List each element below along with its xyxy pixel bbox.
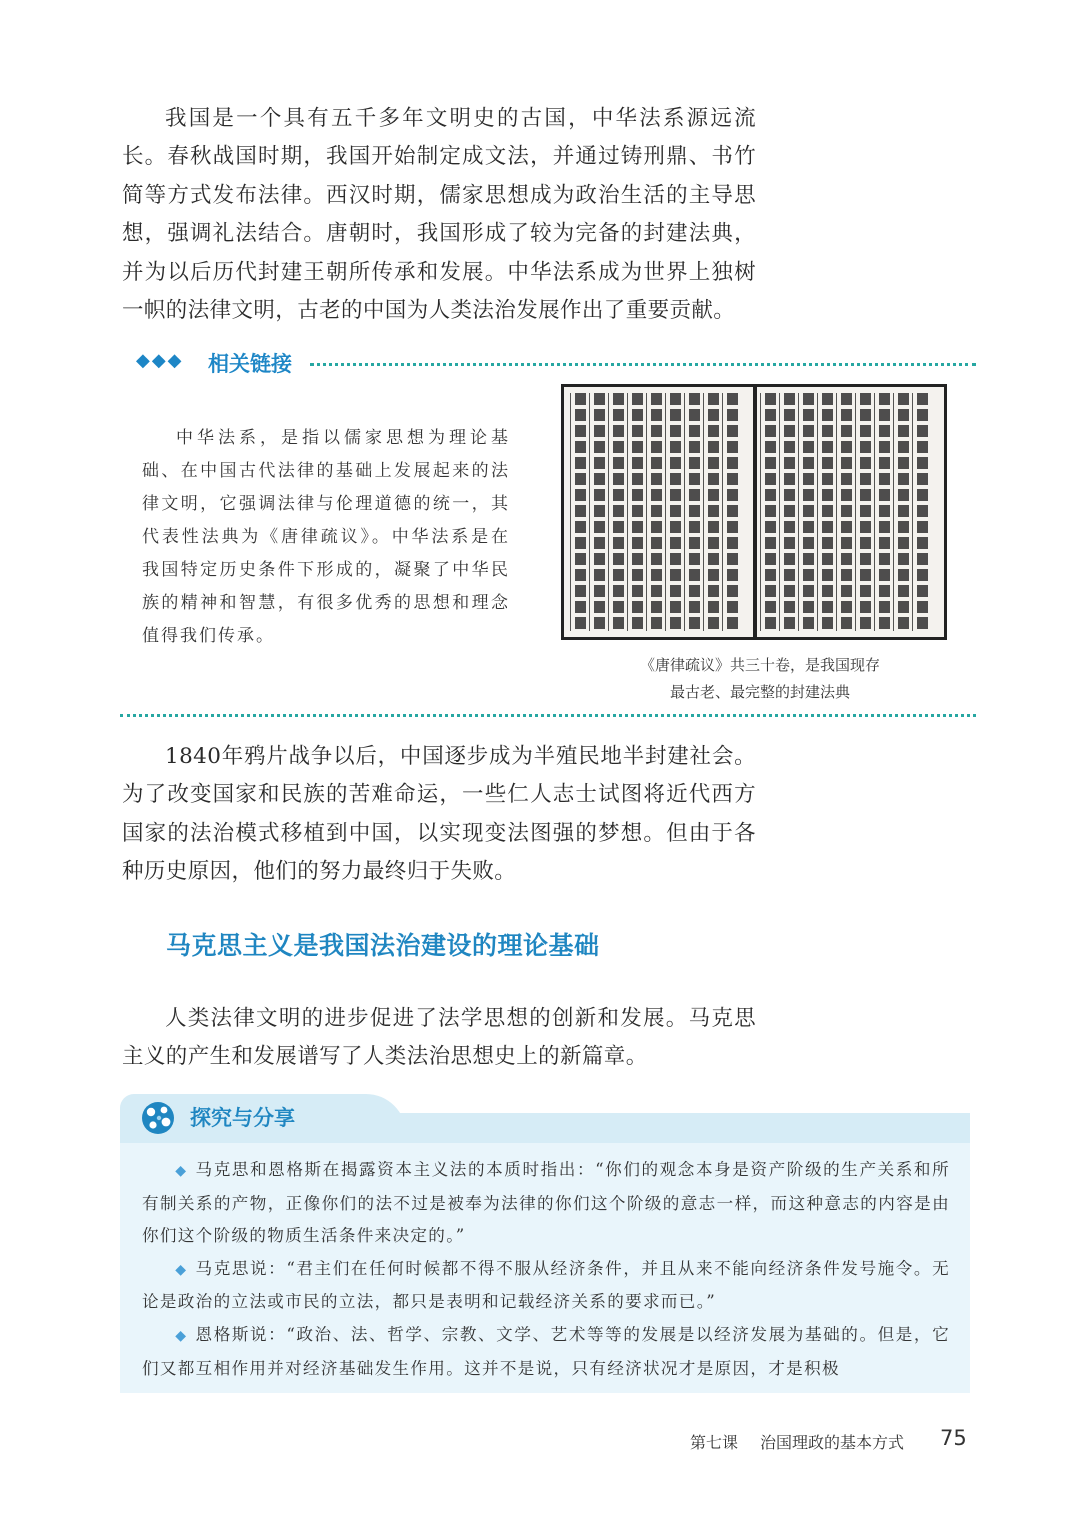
book-left-page (570, 393, 752, 631)
body-paragraph-1: 我国是一个具有五千多年文明史的古国，中华法系源远流长。春秋战国时期，我国开始制定成文法，并通过铸刑鼎、书竹简等方式发布法律。西汉时期，儒家思想成为政治生活的主导思想，强调礼法结合。唐朝时，我国形成了较为完备的封建法典，并为以后历代封建王朝所传承和发展。中华法系成为世界上独树一帜的法律文明，古老的中国为人类法治发展作出了重要贡献。 (122, 106, 756, 324)
diamond-icons: ◆◆◆ (136, 350, 184, 371)
tang-code-book-image (561, 384, 947, 640)
footer-lesson-title: 治国理政的基本方式 (760, 1433, 905, 1452)
section-heading: 马克思主义是我国法治建设的理论基础 (166, 931, 600, 960)
molecule-icon (140, 1100, 176, 1136)
dotted-divider-top (310, 363, 976, 366)
bullet-icon: ◆ (175, 1261, 188, 1278)
book-spine (753, 387, 757, 637)
explore-item-1 (142, 1154, 950, 1253)
caption-line-2: 最古老、最完整的封建法典 (669, 683, 850, 701)
related-link-title: 相关链接 (208, 352, 292, 376)
explore-items (142, 1154, 950, 1385)
explore-title: 探究与分享 (190, 1106, 295, 1130)
bullet-icon: ◆ (175, 1327, 188, 1344)
explore-item-text: 马克思说：“君主们在任何时候都不得不服从经济条件，并且从来不能向经济条件发号施令。无论是政治的立法或市民的立法，都只是表明和记载经济关系的要求而已。” (142, 1258, 950, 1312)
page-number: 75 (940, 1426, 967, 1450)
book-right-page (760, 393, 938, 631)
dotted-divider-bottom (120, 714, 976, 717)
related-link-header (136, 346, 976, 382)
explore-item-2 (142, 1253, 950, 1319)
footer-lesson: 第七课 (690, 1433, 739, 1452)
explore-item-text: 恩格斯说：“政治、法、哲学、宗教、文学、艺术等等的发展是以经济发展为基础的。但是，它们又都互相作用并对经济基础发生作用。这并不是说，只有经济状况才是原因，才是积极 (142, 1324, 950, 1378)
explore-item-3 (142, 1319, 950, 1385)
caption-line-1: 《唐律疏议》共三十卷，是我国现存 (639, 656, 880, 674)
bullet-icon: ◆ (175, 1163, 188, 1179)
body-paragraph-2: 1840年鸦片战争以后，中国逐步成为半殖民地半封建社会。为了改变国家和民族的苦难命运，一些仁人志士试图将近代西方国家的法治模式移植到中国，以实现变法图强的梦想。但由于各种历史原因，他们的努力最终归于失败。 (122, 744, 756, 885)
image-caption (600, 652, 920, 706)
related-link-text: 中华法系，是指以儒家思想为理论基础、在中国古代法律的基础上发展起来的法律文明，它强调法律与伦理道德的统一，其代表性法典为《唐律疏议》。中华法系是在我国特定历史条件下形成的，凝聚了中华民族的精神和智慧，有很多优秀的思想和理念值得我们传承。 (142, 428, 510, 646)
body-paragraph-3: 人类法律文明的进步促进了法学思想的创新和发展。马克思主义的产生和发展谱写了人类法治思想史上的新篇章。 (122, 1006, 756, 1070)
explore-item-text: 马克思和恩格斯在揭露资本主义法的本质时指出：“你们的观念本身是资产阶级的生产关系和所有制关系的产物，正像你们的法不过是被奉为法律的你们这个阶级的意志一样，而这种意志的内容是由你们这个阶级的物质生活条件来决定的。” (142, 1160, 950, 1246)
